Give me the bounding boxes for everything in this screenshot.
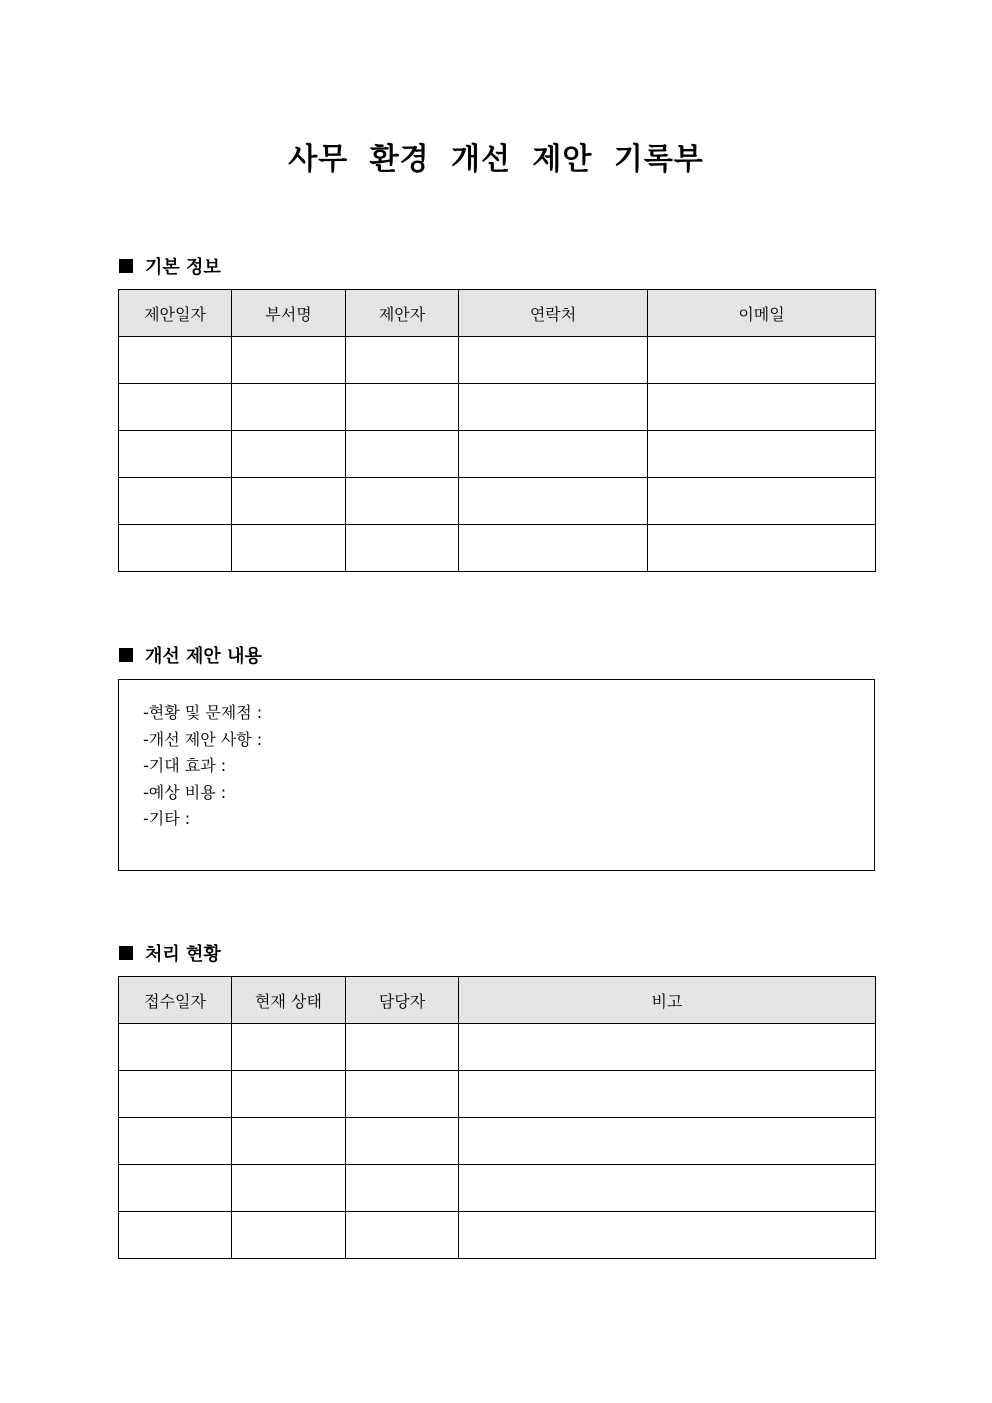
status-heading-text: 처리 현황 <box>145 944 221 965</box>
table-cell[interactable] <box>648 431 876 478</box>
proposal-item-suggestions: -개선 제안 사항 : <box>143 729 263 749</box>
table-cell[interactable] <box>119 1212 232 1259</box>
table-cell[interactable] <box>346 431 459 478</box>
table-cell[interactable] <box>346 384 459 431</box>
table-row <box>119 478 876 525</box>
table-cell[interactable] <box>459 478 648 525</box>
basic-info-table <box>118 289 876 572</box>
status-header-row <box>119 977 876 1024</box>
table-row <box>119 1024 876 1071</box>
table-cell[interactable] <box>648 384 876 431</box>
table-cell[interactable] <box>459 1118 876 1165</box>
table-cell[interactable] <box>346 1212 459 1259</box>
table-cell[interactable] <box>232 1071 346 1118</box>
status-heading <box>119 940 221 966</box>
table-row <box>119 431 876 478</box>
column-header-remarks: 비고 <box>459 977 876 1024</box>
table-row <box>119 1118 876 1165</box>
proposal-item-list <box>119 680 874 833</box>
status-table <box>118 976 876 1259</box>
table-cell[interactable] <box>119 525 232 572</box>
square-bullet-icon <box>119 259 133 273</box>
page-title: 사무 환경 개선 제안 기록부 <box>288 142 704 177</box>
proposal-content-box[interactable] <box>118 679 875 871</box>
proposal-heading-text: 개선 제안 내용 <box>145 646 262 667</box>
table-cell[interactable] <box>119 1071 232 1118</box>
column-header-proposer: 제안자 <box>346 290 459 337</box>
table-row <box>119 525 876 572</box>
table-cell[interactable] <box>232 431 346 478</box>
table-cell[interactable] <box>119 1024 232 1071</box>
table-cell[interactable] <box>346 1024 459 1071</box>
table-cell[interactable] <box>346 1118 459 1165</box>
table-cell[interactable] <box>232 478 346 525</box>
table-cell[interactable] <box>459 431 648 478</box>
table-cell[interactable] <box>459 337 648 384</box>
table-cell[interactable] <box>232 384 346 431</box>
table-cell[interactable] <box>459 525 648 572</box>
column-header-current-status: 현재 상태 <box>232 977 346 1024</box>
table-cell[interactable] <box>119 337 232 384</box>
table-cell[interactable] <box>648 478 876 525</box>
table-row <box>119 384 876 431</box>
table-cell[interactable] <box>459 1165 876 1212</box>
table-cell[interactable] <box>232 1212 346 1259</box>
proposal-heading <box>119 642 262 668</box>
basic-info-heading-text: 기본 정보 <box>145 257 221 278</box>
table-cell[interactable] <box>119 431 232 478</box>
table-row <box>119 1071 876 1118</box>
table-cell[interactable] <box>459 1024 876 1071</box>
column-header-proposal-date: 제안일자 <box>119 290 232 337</box>
column-header-department: 부서명 <box>232 290 346 337</box>
table-cell[interactable] <box>346 478 459 525</box>
column-header-contact: 연락처 <box>459 290 648 337</box>
table-cell[interactable] <box>232 1118 346 1165</box>
proposal-item-current-issues: -현황 및 문제점 : <box>143 703 263 722</box>
table-cell[interactable] <box>346 525 459 572</box>
table-cell[interactable] <box>346 337 459 384</box>
table-cell[interactable] <box>459 1212 876 1259</box>
basic-info-heading <box>119 253 221 279</box>
proposal-item-expected-effect: -기대 효과 : <box>143 756 227 775</box>
square-bullet-icon <box>119 946 133 960</box>
square-bullet-icon <box>119 648 133 662</box>
table-row <box>119 1165 876 1212</box>
table-cell[interactable] <box>119 384 232 431</box>
table-cell[interactable] <box>648 337 876 384</box>
table-row <box>119 1212 876 1259</box>
table-row <box>119 337 876 384</box>
table-cell[interactable] <box>232 525 346 572</box>
table-cell[interactable] <box>232 1024 346 1071</box>
table-cell[interactable] <box>232 337 346 384</box>
table-cell[interactable] <box>346 1071 459 1118</box>
proposal-item-estimated-cost: -예상 비용 : <box>143 782 227 802</box>
table-cell[interactable] <box>648 525 876 572</box>
column-header-assignee: 담당자 <box>346 977 459 1024</box>
proposal-item-other: -기타 : <box>143 809 191 828</box>
table-cell[interactable] <box>119 478 232 525</box>
table-cell[interactable] <box>346 1165 459 1212</box>
table-cell[interactable] <box>232 1165 346 1212</box>
table-cell[interactable] <box>119 1165 232 1212</box>
table-cell[interactable] <box>459 384 648 431</box>
column-header-received-date: 접수일자 <box>119 977 232 1024</box>
column-header-email: 이메일 <box>648 290 876 337</box>
basic-info-header-row <box>119 290 876 337</box>
table-cell[interactable] <box>459 1071 876 1118</box>
table-cell[interactable] <box>119 1118 232 1165</box>
